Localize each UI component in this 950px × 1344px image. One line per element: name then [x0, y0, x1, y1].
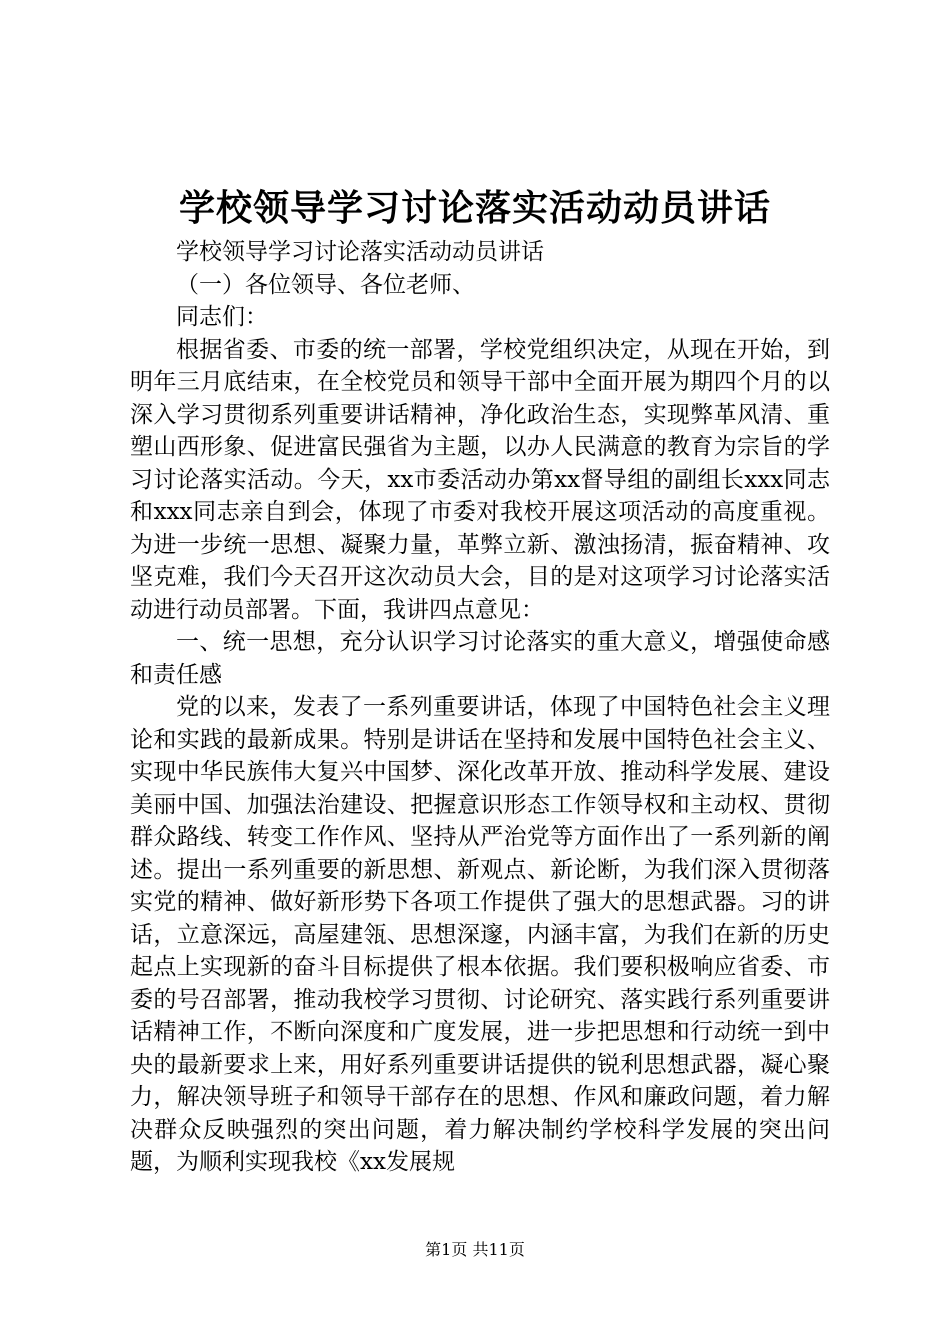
paragraph-section-heading: 一、统一思想，充分认识学习讨论落实的重大意义，增强使命感和责任感	[130, 629, 830, 688]
paragraph-salutation-1: （一）各位领导、各位老师、	[176, 271, 475, 298]
paragraph-subtitle: 学校领导学习讨论落实活动动员讲话	[176, 239, 544, 265]
paragraph-section-body: 党的以来，发表了一系列重要讲话，体现了中国特色社会主义理论和实践的最新成果。特别是讲话在坚持和发展中国特色社会主义、实现中华民族伟大复兴中国梦、深化改革开放、推动科学发展、建设美丽中国、加强法治建设、把握意识形态工作领导权和主动权、贯彻群众路线、转变工作作风、坚持从严治党等方面作出了一系列新的阐述。提出一系列重要的新思想、新观点、新论断，为我们深入贯彻落实党的精神、做好新形势下各项工作提供了强大的思想武器。习的讲话，立意深远，高屋建瓴、思想深邃，内涵丰富，为我们在新的历史起点上实现新的奋斗目标提供了根本依据。我们要积极响应省委、市委的号召部署，推动我校学习贯彻、讨论研究、落实践行系列重要讲话精神工作，不断向深度和广度发展，进一步把思想和行动统一到中央的最新要求上来，用好系列重要讲话提供的锐利思想武器，凝心聚力，解决领导班子和领导干部存在的思想、作风和廉政问题，着力解决群众反映强烈的突出问题，着力解决制约学校科学发展的突出问题，为顺利实现我校《xx发展规	[130, 694, 830, 1175]
paragraph-intro: 根据省委、市委的统一部署，学校党组织决定，从现在开始，到明年三月底结束，在全校党员和领导干部中全面开展为期四个月的以深入学习贯彻系列重要讲话精神，净化政治生态，实现弊革风清、重塑山西形象、促进富民强省为主题，以办人民满意的教育为宗旨的学习讨论落实活动。今天，xx市委活动办第xx督导组的副组长xxx同志和xxx同志亲自到会，体现了市委对我校开展这项活动的高度重视。为进一步统一思想、凝聚力量，革弊立新、激浊扬清，振奋精神、攻坚克难，我们今天召开这次动员大会，目的是对这项学习讨论落实活动进行动员部署。下面，我讲四点意见：	[130, 336, 830, 623]
page-number: 第1页	[425, 1240, 468, 1259]
page-footer	[0, 1238, 950, 1262]
document-body	[130, 236, 830, 1179]
paragraph-salutation-2: 同志们：	[176, 304, 268, 330]
page-total: 共11页	[472, 1240, 525, 1259]
document-title: 学校领导学习讨论落实活动动员讲话	[178, 188, 771, 229]
